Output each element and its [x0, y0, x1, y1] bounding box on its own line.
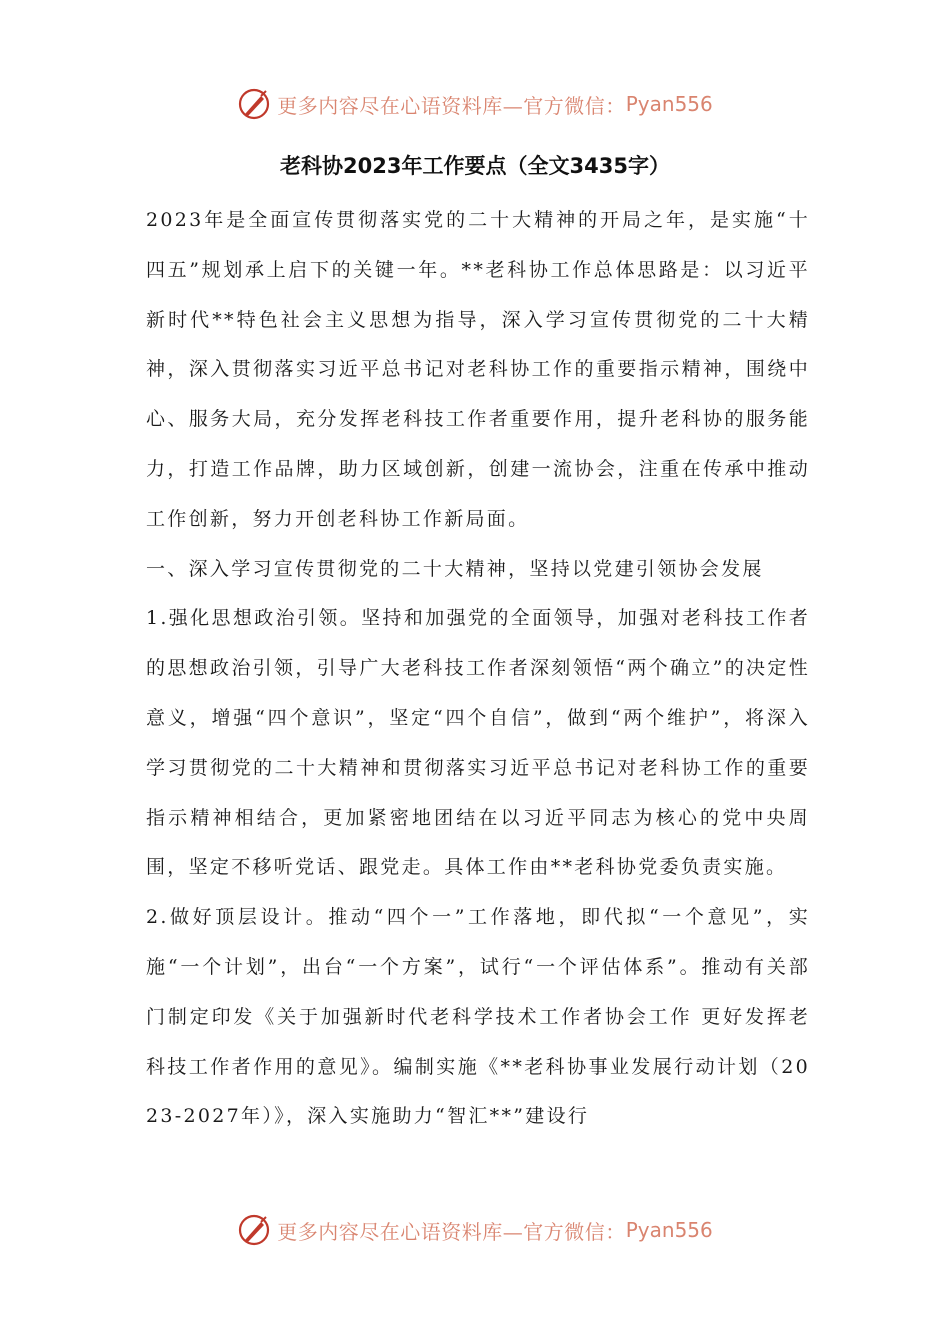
paragraph-item-2: 2.做好顶层设计。推动“四个一”工作落地，即代拟“一个意见”，实施“一个计划”，出台“一个方案”，试行“一个评估体系”。推动有关部门制定印发《关于加强新时代老科学技术工作者协会工作 更好发挥老科技工作者作用的意见》。编制实施《**老科协事业发展行动计划（2023-2027年）》，深入实施助力“智汇**”建设行	[146, 906, 810, 1128]
watermark-banner-bottom	[0, 1210, 950, 1250]
watermark-text: 更多内容尽在心语资料库—官方微信：	[277, 93, 626, 118]
quill-pen-logo-icon	[237, 1213, 271, 1247]
document-body	[146, 196, 810, 1142]
watermark-wechat-id: Pyan556	[625, 1218, 713, 1242]
watermark-wechat-id: Pyan556	[625, 92, 713, 116]
quill-pen-logo-icon	[237, 87, 271, 121]
section-heading-1: 一、深入学习宣传贯彻党的二十大精神，坚持以党建引领协会发展	[146, 557, 764, 580]
watermark-banner-top	[0, 84, 950, 124]
document-title: 老科协2023年工作要点（全文3435字）	[280, 154, 670, 178]
watermark-text: 更多内容尽在心语资料库—官方微信：	[277, 1219, 626, 1244]
paragraph-intro: 2023年是全面宣传贯彻落实党的二十大精神的开局之年，是实施“十四五”规划承上启下的关键一年。**老科协工作总体思路是：以习近平新时代**特色社会主义思想为指导，深入学习宣传贯彻党的二十大精神，深入贯彻落实习近平总书记对老科协工作的重要指示精神，围绕中心、服务大局，充分发挥老科技工作者重要作用，提升老科协的服务能力，打造工作品牌，助力区域创新，创建一流协会，注重在传承中推动工作创新，努力开创老科协工作新局面。	[146, 209, 810, 530]
paragraph-item-1: 1.强化思想政治引领。坚持和加强党的全面领导，加强对老科技工作者的思想政治引领，引导广大老科技工作者深刻领悟“两个确立”的决定性意义，增强“四个意识”，坚定“四个自信”，做到“两个维护”，将深入学习贯彻党的二十大精神和贯彻落实习近平总书记对老科协工作的重要指示精神相结合，更加紧密地团结在以习近平同志为核心的党中央周围，坚定不移听党话、跟党走。具体工作由**老科协党委负责实施。	[146, 607, 810, 879]
